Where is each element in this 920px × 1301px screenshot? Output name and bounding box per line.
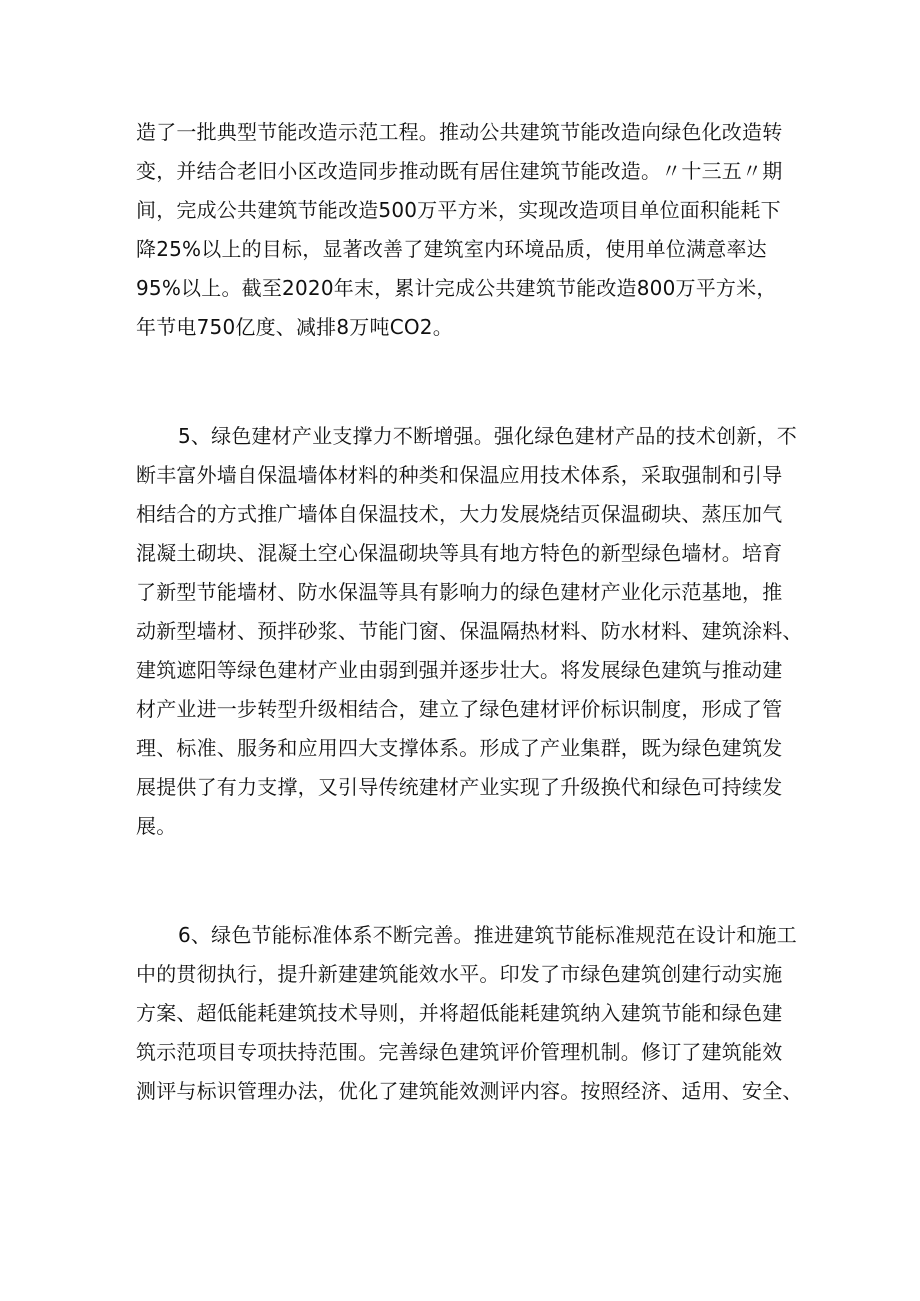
paragraph-line: 断丰富外墙自保温墙体材料的种类和保温应用技术体系，采取强制和引导 [136, 463, 783, 487]
paragraph-line: 建筑遮阳等绿色建材产业由弱到强并逐步壮大。将发展绿色建筑与推动建 [136, 658, 783, 682]
paragraph-line: 动新型墙材、预拌砂浆、节能门窗、保温隔热材料、防水材料、建筑涂料、 [136, 619, 803, 643]
paragraph-line: 年节电750亿度、减排8万吨CO2。 [136, 315, 453, 339]
paragraph-line: 理、标准、服务和应用四大支撑体系。形成了产业集群，既为绿色建筑发 [136, 736, 783, 760]
paragraph-line: 方案、超低能耗建筑技术导则，并将超低能耗建筑纳入建筑节能和绿色建 [136, 1001, 783, 1025]
paragraph-line: 相结合的方式推广墙体自保温技术，大力发展烧结页保温砌块、蒸压加气 [136, 502, 783, 526]
paragraph-line: 95%以上。截至2020年末，累计完成公共建筑节能改造800万平方米， [136, 276, 777, 300]
paragraph-line: 材产业进一步转型升级相结合，建立了绿色建材评价标识制度，形成了管 [136, 697, 783, 721]
paragraph-line: 混凝土砌块、混凝土空心保温砌块等具有地方特色的新型绿色墙材。培育 [136, 541, 783, 565]
paragraph-line: 造了一批典型节能改造示范工程。推动公共建筑节能改造向绿色化改造转 [136, 120, 783, 144]
paragraph-line: 降25%以上的目标，显著改善了建筑室内环境品质，使用单位满意率达 [136, 237, 767, 261]
paragraph-line: 5、绿色建材产业支撑力不断增强。强化绿色建材产品的技术创新，不 [178, 424, 797, 448]
paragraph-line: 间，完成公共建筑节能改造500万平方米，实现改造项目单位面积能耗下 [136, 198, 781, 222]
paragraph-line: 展。 [136, 814, 177, 838]
paragraph-line: 测评与标识管理办法，优化了建筑能效测评内容。按照经济、适用、安全、 [136, 1079, 803, 1103]
paragraph-line: 展提供了有力支撑，又引导传统建材产业实现了升级换代和绿色可持续发 [136, 775, 783, 799]
paragraph-line: 了新型节能墙材、防水保温等具有影响力的绿色建材产业化示范基地，推 [136, 580, 783, 604]
paragraph-line: 筑示范项目专项扶持范围。完善绿色建筑评价管理机制。修订了建筑能效 [136, 1040, 783, 1064]
paragraph-line: 中的贯彻执行，提升新建建筑能效水平。印发了市绿色建筑创建行动实施 [136, 962, 783, 986]
paragraph-line: 6、绿色节能标准体系不断完善。推进建筑节能标准规范在设计和施工 [178, 923, 797, 947]
paragraph-line: 变，并结合老旧小区改造同步推动既有居住建筑节能改造。〃十三五〃期 [136, 159, 783, 183]
